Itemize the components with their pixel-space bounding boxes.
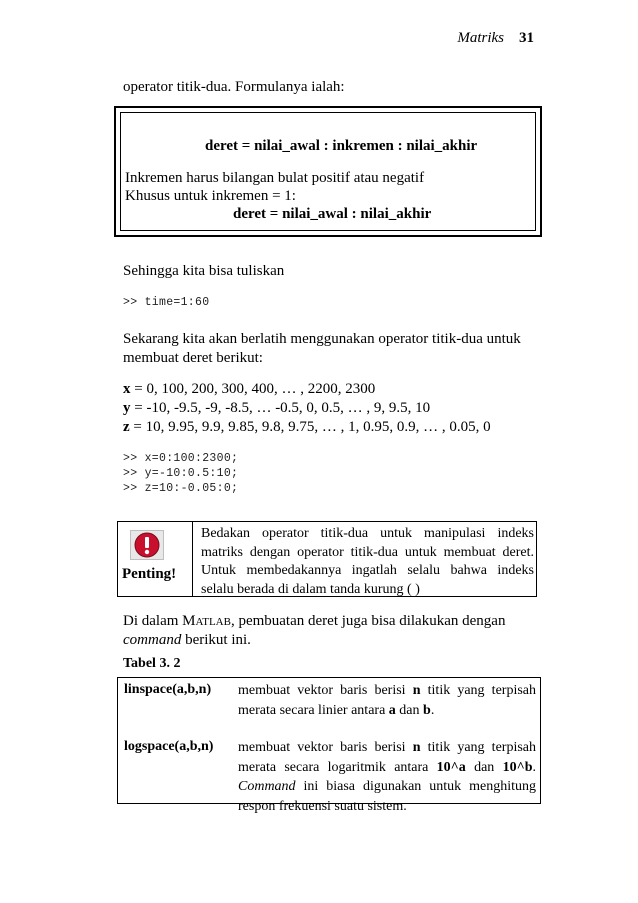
formula-box	[114, 106, 542, 237]
intro-text: operator titik-dua. Formulanya ialah:	[123, 79, 345, 95]
warning-label: Penting!	[122, 566, 177, 582]
code-time: >> time=1:60	[123, 296, 210, 309]
para-latih-line2: membuat deret berikut:	[123, 350, 263, 366]
sequence-z: z = 10, 9.95, 9.9, 9.85, 9.8, 9.75, … , 1, 0.95, 0.9, … , 0.05, 0	[123, 419, 491, 435]
sequence-y: y = -10, -9.5, -9, -8.5, … -0.5, 0, 0.5, … , 9, 9.5, 10	[123, 400, 431, 416]
formula-note-2: Khusus untuk inkremen = 1:	[125, 188, 296, 204]
sequence-x: x = 0, 100, 200, 300, 400, … , 2200, 2300	[123, 381, 376, 397]
command-table	[117, 677, 541, 814]
code-x: >> x=0:100:2300;	[123, 452, 239, 465]
table-cmd-linspace: linspace(a,b,n)	[124, 682, 212, 697]
special-formula: deret = nilai_awal : nilai_akhir	[233, 206, 432, 222]
formula-box-inner	[120, 112, 536, 231]
para-matlab-line1: Di dalam MATLAB, pembuatan deret juga bisa dilakukan dengan	[123, 613, 506, 629]
running-header-title: Matriks	[457, 30, 504, 46]
warning-text: Bedakan operator titik-dua untuk manipulasi indeks matriks dengan operator titik-dua untuk membuat deret. Untuk membedakannya ingatlah selalu bahwa indeks selalu berada di dalam tanda kurung ( )	[201, 526, 534, 597]
para-tuliskan: Sehingga kita bisa tuliskan	[123, 263, 285, 279]
para-matlab-line2: command berikut ini.	[123, 632, 251, 648]
code-z: >> z=10:-0.05:0;	[123, 482, 239, 495]
para-latih-line1: Sekarang kita akan berlatih menggunakan operator titik-dua untuk	[123, 331, 521, 347]
warning-box	[117, 521, 537, 597]
table-caption: Tabel 3. 2	[123, 656, 181, 671]
main-formula: deret = nilai_awal : inkremen : nilai_akhir	[205, 138, 478, 154]
table-desc-logspace: membuat vektor baris berisi n titik yang terpisah merata secara logaritmik antara 10^a dan 10^b. Command ini biasa digunakan untuk menghitung respon frekuensi suatu sistem.	[238, 740, 537, 814]
code-y: >> y=-10:0.5:10;	[123, 467, 239, 480]
page-number: 31	[519, 30, 534, 46]
table-cmd-logspace: logspace(a,b,n)	[124, 739, 214, 754]
formula-note-1: Inkremen harus bilangan bulat positif atau negatif	[125, 170, 425, 186]
exclamation-icon	[130, 530, 164, 560]
table-desc-linspace: membuat vektor baris berisi n titik yang terpisah merata secara linier antara a dan b.	[238, 683, 537, 718]
warning-divider	[192, 522, 193, 596]
